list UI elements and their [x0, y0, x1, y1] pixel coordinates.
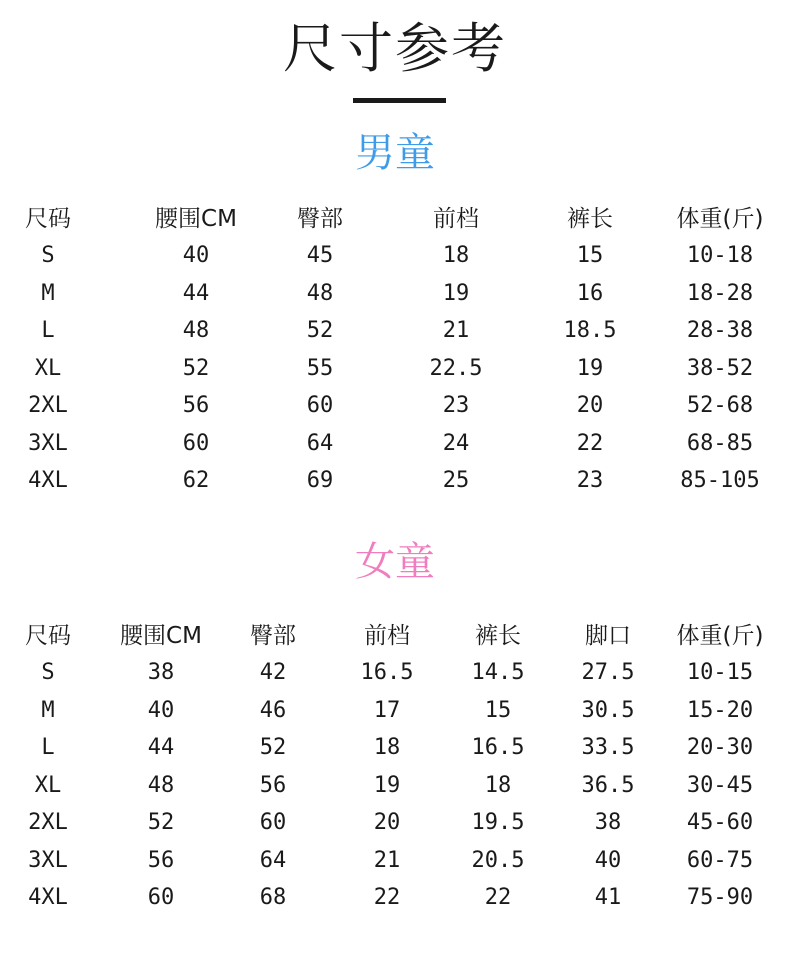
spacer-cell	[96, 654, 105, 692]
spacer-cell	[96, 195, 134, 237]
spacer-cell	[382, 425, 389, 463]
boys-table-cell: 19	[442, 280, 470, 306]
boys-table-cell: L	[41, 318, 55, 344]
boys-section-title: 男童	[355, 130, 435, 176]
spacer-cell	[382, 195, 389, 237]
girls-table-cell: 16.5	[471, 735, 525, 761]
spacer-cell	[96, 425, 134, 463]
spacer-cell	[785, 462, 790, 500]
girls-table-cell: 40	[594, 847, 622, 873]
title-underline	[353, 98, 446, 103]
boys-table-cell: M	[41, 280, 55, 306]
spacer-cell	[776, 692, 790, 730]
boys-size-table	[0, 195, 790, 500]
spacer-cell	[96, 275, 134, 313]
girls-table-row	[0, 842, 790, 880]
girls-header-cell: 前档	[364, 622, 410, 649]
girls-header-cell: 脚口	[585, 622, 631, 649]
boys-table-cell: 25	[442, 468, 470, 494]
boys-table-cell: 56	[182, 393, 210, 419]
boys-table-cell: 44	[182, 280, 210, 306]
girls-table-cell: 36.5	[581, 772, 635, 798]
boys-table-cell: 60	[182, 430, 210, 456]
girls-table-row	[0, 767, 790, 805]
boys-table-row	[0, 312, 790, 350]
girls-table-cell: 60	[259, 810, 287, 836]
girls-table-cell: 14.5	[471, 660, 525, 686]
girls-section-title: 女童	[355, 539, 435, 585]
boys-table-cell: 52	[306, 318, 334, 344]
girls-table-cell: 3XL	[28, 847, 68, 873]
girls-header-cell: 裤长	[475, 622, 521, 649]
spacer-cell	[382, 462, 389, 500]
girls-table-cell: 56	[147, 847, 175, 873]
spacer-cell	[96, 612, 105, 654]
spacer-cell	[785, 350, 790, 388]
girls-table-cell: 20.5	[471, 847, 525, 873]
girls-table-row	[0, 804, 790, 842]
girls-table-cell: 18	[373, 735, 401, 761]
girls-table-cell: 10-15	[686, 660, 754, 686]
girls-table-cell: 60-75	[686, 847, 754, 873]
girls-table-cell: 38	[594, 810, 622, 836]
girls-table-cell: 38	[147, 660, 175, 686]
girls-table-cell: 27.5	[581, 660, 635, 686]
spacer-cell	[382, 237, 389, 275]
boys-table-cell: 20	[576, 393, 604, 419]
girls-table-cell: 41	[594, 885, 622, 911]
spacer-cell	[96, 692, 105, 730]
girls-table-cell: 75-90	[686, 885, 754, 911]
spacer-cell	[785, 237, 790, 275]
spacer-cell	[776, 654, 790, 692]
boys-table-cell: 48	[182, 318, 210, 344]
girls-table-cell: 42	[259, 660, 287, 686]
girls-table-cell: 64	[259, 847, 287, 873]
girls-table-cell: 15-20	[686, 697, 754, 723]
boys-table-cell: 15	[576, 243, 604, 269]
spacer-cell	[96, 767, 105, 805]
girls-table-cell: M	[41, 697, 55, 723]
girls-table-cell: 56	[259, 772, 287, 798]
boys-table-cell: 18	[442, 243, 470, 269]
spacer-cell	[382, 387, 389, 425]
boys-table-cell: 16	[576, 280, 604, 306]
boys-table-cell: 10-18	[686, 243, 754, 269]
girls-table-cell: 16.5	[360, 660, 414, 686]
spacer-cell	[96, 462, 134, 500]
girls-table-cell: 46	[259, 697, 287, 723]
spacer-cell	[785, 387, 790, 425]
girls-header-cell: 尺码	[25, 622, 71, 649]
boys-header-cell: 裤长	[567, 205, 613, 232]
spacer-cell	[776, 729, 790, 767]
boys-table-row	[0, 275, 790, 313]
boys-header-cell: 尺码	[25, 205, 71, 232]
girls-size-table	[0, 612, 790, 917]
spacer-cell	[776, 804, 790, 842]
boys-table-cell: 23	[442, 393, 470, 419]
girls-table-cell: 45-60	[686, 810, 754, 836]
girls-table-cell: 60	[147, 885, 175, 911]
boys-header-row	[0, 195, 790, 237]
boys-table-cell: 62	[182, 468, 210, 494]
boys-table-cell: 52-68	[686, 393, 754, 419]
boys-table-cell: 23	[576, 468, 604, 494]
girls-table-row	[0, 879, 790, 917]
spacer-cell	[776, 612, 790, 654]
boys-table-cell: S	[41, 243, 55, 269]
girls-table-cell: L	[41, 735, 55, 761]
girls-table-cell: S	[41, 660, 55, 686]
boys-table-cell: 2XL	[28, 393, 68, 419]
boys-table-cell: 52	[182, 355, 210, 381]
boys-table-cell: 22.5	[429, 355, 483, 381]
spacer-cell	[382, 350, 389, 388]
boys-table-row	[0, 387, 790, 425]
spacer-cell	[96, 312, 134, 350]
boys-table-cell: 45	[306, 243, 334, 269]
girls-table-cell: 21	[373, 847, 401, 873]
boys-table-cell: 18-28	[686, 280, 754, 306]
girls-table-cell: 44	[147, 735, 175, 761]
girls-header-row	[0, 612, 790, 654]
girls-table-cell: 18	[484, 772, 512, 798]
girls-table-row	[0, 654, 790, 692]
boys-header-cell: 前档	[433, 205, 479, 232]
spacer-cell	[96, 350, 134, 388]
spacer-cell	[776, 879, 790, 917]
boys-table-cell: 40	[182, 243, 210, 269]
page-title: 尺寸参考	[283, 17, 507, 80]
girls-table-row	[0, 729, 790, 767]
spacer-cell	[96, 729, 105, 767]
girls-header-cell: 腰围CM	[120, 622, 202, 649]
spacer-cell	[785, 275, 790, 313]
boys-header-cell: 臀部	[297, 205, 343, 232]
girls-table-row	[0, 692, 790, 730]
spacer-cell	[785, 312, 790, 350]
girls-table-cell: 22	[373, 885, 401, 911]
girls-table-cell: 22	[484, 885, 512, 911]
spacer-cell	[382, 312, 389, 350]
girls-table-cell: 30.5	[581, 697, 635, 723]
spacer-cell	[96, 804, 105, 842]
boys-table-row	[0, 425, 790, 463]
spacer-cell	[776, 842, 790, 880]
girls-table-cell: 20	[373, 810, 401, 836]
boys-table-cell: 21	[442, 318, 470, 344]
girls-table-cell: 30-45	[686, 772, 754, 798]
boys-table-cell: 64	[306, 430, 334, 456]
boys-table-cell: 55	[306, 355, 334, 381]
girls-table-cell: 19.5	[471, 810, 525, 836]
boys-table-cell: 68-85	[686, 430, 754, 456]
girls-table-cell: 4XL	[28, 885, 68, 911]
girls-table-cell: 52	[147, 810, 175, 836]
girls-table-cell: 19	[373, 772, 401, 798]
boys-table-cell: 38-52	[686, 355, 754, 381]
boys-table-cell: 60	[306, 393, 334, 419]
girls-table-cell: 48	[147, 772, 175, 798]
spacer-cell	[776, 767, 790, 805]
girls-table-cell: 40	[147, 697, 175, 723]
spacer-cell	[96, 387, 134, 425]
girls-table-cell: XL	[34, 772, 62, 798]
girls-table-cell: 2XL	[28, 810, 68, 836]
boys-table-cell: 69	[306, 468, 334, 494]
boys-table-row	[0, 237, 790, 275]
girls-table-cell: 17	[373, 697, 401, 723]
boys-table-cell: 18.5	[563, 318, 617, 344]
spacer-cell	[96, 842, 105, 880]
girls-table-cell: 33.5	[581, 735, 635, 761]
boys-table-cell: 22	[576, 430, 604, 456]
boys-table-cell: 48	[306, 280, 334, 306]
girls-table-cell: 68	[259, 885, 287, 911]
girls-header-cell: 体重(斤)	[676, 622, 764, 649]
boys-table-row	[0, 350, 790, 388]
boys-header-cell: 体重(斤)	[676, 205, 764, 232]
boys-table-cell: 28-38	[686, 318, 754, 344]
spacer-cell	[96, 237, 134, 275]
girls-header-cell: 臀部	[250, 622, 296, 649]
boys-table-cell: 24	[442, 430, 470, 456]
boys-table-cell: XL	[34, 355, 62, 381]
spacer-cell	[382, 275, 389, 313]
boys-table-cell: 85-105	[680, 468, 760, 494]
boys-table-cell: 19	[576, 355, 604, 381]
boys-header-cell: 腰围CM	[155, 205, 237, 232]
boys-table-cell: 4XL	[28, 468, 68, 494]
boys-table-cell: 3XL	[28, 430, 68, 456]
spacer-cell	[96, 879, 105, 917]
spacer-cell	[785, 425, 790, 463]
boys-table-row	[0, 462, 790, 500]
spacer-cell	[785, 195, 790, 237]
girls-table-cell: 15	[484, 697, 512, 723]
girls-table-cell: 52	[259, 735, 287, 761]
girls-table-cell: 20-30	[686, 735, 754, 761]
